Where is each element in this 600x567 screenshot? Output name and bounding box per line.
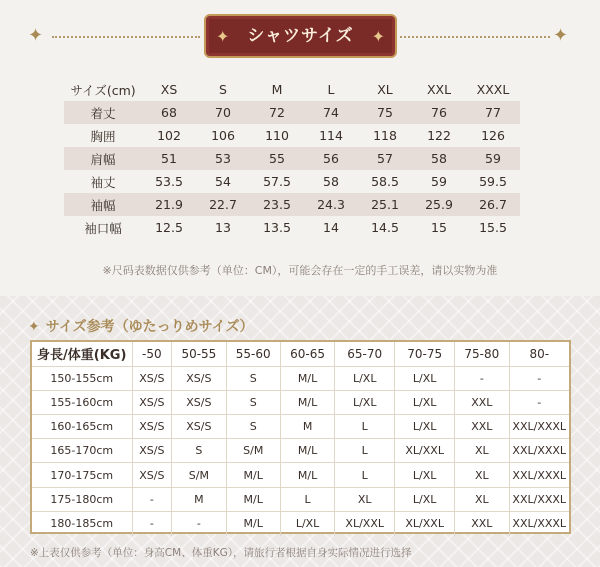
row-label: 着丈	[64, 101, 142, 124]
table-cell: 14	[323, 220, 339, 235]
table-cell: 59	[431, 174, 447, 189]
size-chart-header-cell: M	[271, 82, 283, 97]
table-cell: S	[226, 366, 280, 390]
size-chart-row	[64, 147, 520, 170]
size-chart-header-cell: XL	[377, 82, 393, 97]
size-chart-header-cell: L	[327, 82, 335, 97]
fit-guide-row	[32, 487, 569, 511]
size-chart-table	[64, 78, 520, 239]
table-cell: 12.5	[155, 220, 183, 235]
table-cell: L/XL	[335, 390, 395, 414]
table-cell: XXL/XXXL	[509, 415, 569, 439]
badge-sparkle-icon-right: ✦	[371, 27, 385, 46]
table-cell: 77	[466, 101, 520, 124]
row-label: 180-185cm	[32, 511, 132, 535]
table-cell: 25.9	[412, 193, 466, 216]
table-cell: 59.5	[479, 174, 507, 189]
sparkle-icon-left: ✦	[28, 25, 44, 46]
table-cell: 25.1	[358, 193, 412, 216]
fit-guide-header-cell: 55-60	[226, 342, 280, 366]
table-cell: M	[280, 415, 334, 439]
table-cell: S/M	[172, 463, 226, 487]
fit-guide-header-cell: 70-75	[395, 342, 455, 366]
table-cell: XL/XXL	[395, 439, 455, 463]
table-cell: M	[172, 487, 226, 511]
table-cell: 58.5	[371, 174, 399, 189]
table-cell: 54	[215, 174, 231, 189]
table-cell: 53.5	[155, 174, 183, 189]
table-cell: XS/S	[132, 463, 172, 487]
size-chart-row	[64, 193, 520, 216]
table-cell: XS/S	[132, 366, 172, 390]
size-chart-header-cell: XXXL	[476, 82, 510, 97]
table-cell: M/L	[280, 366, 334, 390]
fit-guide-frame	[30, 340, 571, 534]
table-cell: -	[509, 390, 569, 414]
table-cell: M/L	[226, 487, 280, 511]
table-cell: -	[132, 511, 172, 535]
table-cell: 15.5	[479, 220, 507, 235]
table-cell: XXL/XXXL	[512, 517, 567, 531]
table-cell: L	[335, 439, 395, 463]
table-cell: 55	[250, 147, 304, 170]
table-cell: 13	[215, 220, 231, 235]
table-cell: XXL/XXXL	[509, 439, 569, 463]
table-cell: -	[455, 366, 509, 390]
fit-guide-row	[32, 439, 569, 463]
row-label: 170-175cm	[32, 463, 132, 487]
table-cell: L	[335, 415, 395, 439]
size-chart-row	[64, 170, 520, 193]
table-cell: M/L	[226, 511, 280, 535]
table-cell: 118	[373, 128, 397, 143]
fit-guide-header-cell: 身長/体重(KG)	[32, 342, 132, 366]
fit-guide-row	[32, 366, 569, 390]
table-cell: XS/S	[132, 439, 172, 463]
fit-guide-title	[28, 316, 254, 336]
fit-guide-title-text: サイズ参考（ゆたっりめサイズ）	[45, 319, 254, 335]
table-cell: 58	[412, 147, 466, 170]
size-chart-row	[64, 124, 520, 147]
sparkle-icon: ✦	[28, 319, 40, 335]
table-cell: 21.9	[142, 193, 196, 216]
table-cell: XXL/XXXL	[509, 487, 569, 511]
fit-guide-row	[32, 415, 569, 439]
title-badge	[204, 14, 397, 58]
table-cell: 106	[211, 128, 235, 143]
size-chart-note: ※尺码表数据仅供参考（单位：CM），可能会存在一定的手工误差，请以实物为准	[102, 264, 498, 277]
table-cell: XXL	[455, 415, 509, 439]
table-cell: L/XL	[395, 390, 455, 414]
fit-guide-table	[32, 342, 569, 536]
size-chart-header-cell: XXL	[426, 82, 452, 97]
fit-guide-header-cell: 65-70	[335, 342, 395, 366]
sparkle-icon-right: ✦	[553, 25, 569, 46]
table-cell: 110	[265, 128, 289, 143]
table-cell: M/L	[280, 390, 334, 414]
table-cell: S	[172, 439, 226, 463]
table-cell: L/XL	[280, 511, 334, 535]
table-cell: 102	[157, 128, 181, 143]
table-cell: 58	[323, 174, 339, 189]
fit-guide-header-cell: 75-80	[455, 342, 509, 366]
table-cell: XL/XXL	[335, 511, 395, 535]
fit-guide-section	[0, 296, 600, 567]
table-cell: XXL	[455, 511, 509, 535]
row-label: 165-170cm	[32, 439, 132, 463]
title-row	[0, 14, 600, 58]
table-cell: XL/XXL	[395, 511, 455, 535]
table-cell: 56	[304, 147, 358, 170]
table-cell: XS/S	[132, 415, 172, 439]
table-cell: 51	[142, 147, 196, 170]
table-cell: 57.5	[263, 174, 291, 189]
table-cell: 72	[250, 101, 304, 124]
fit-guide-header-cell: 50-55	[172, 342, 226, 366]
fit-guide-header-cell: 80-	[509, 342, 569, 366]
table-cell: L/XL	[395, 366, 455, 390]
table-cell: 75	[358, 101, 412, 124]
table-cell: XS/S	[132, 390, 172, 414]
fit-guide-header-cell: 60-65	[280, 342, 334, 366]
table-cell: M/L	[280, 439, 334, 463]
fit-guide-row	[32, 390, 569, 414]
table-cell: XXL/XXXL	[509, 463, 569, 487]
table-cell: 14.5	[371, 220, 399, 235]
table-cell: 122	[427, 128, 451, 143]
table-cell: L/XL	[395, 463, 455, 487]
table-cell: S/M	[226, 439, 280, 463]
row-label: 175-180cm	[32, 487, 132, 511]
size-chart-header-cell: S	[219, 82, 227, 97]
table-cell: 23.5	[250, 193, 304, 216]
table-cell: L/XL	[335, 366, 395, 390]
table-cell: XL	[335, 487, 395, 511]
table-cell: L	[280, 487, 334, 511]
row-label: 150-155cm	[32, 366, 132, 390]
fit-guide-header-cell: -50	[132, 342, 172, 366]
table-cell: 126	[481, 128, 505, 143]
row-label: 160-165cm	[32, 415, 132, 439]
size-chart-row	[64, 216, 520, 239]
table-cell: L/XL	[395, 415, 455, 439]
row-label: 胸囲	[90, 128, 116, 144]
table-cell: XL	[455, 463, 509, 487]
badge-sparkle-icon-left: ✦	[216, 27, 230, 46]
table-cell: 53	[196, 147, 250, 170]
table-cell: 15	[431, 220, 447, 235]
table-cell: 57	[358, 147, 412, 170]
table-cell: S	[226, 415, 280, 439]
table-cell: -	[172, 511, 226, 535]
table-cell: XL	[455, 487, 509, 511]
size-chart-header-row	[64, 78, 520, 101]
title-divider-left	[52, 36, 200, 38]
table-cell: L	[335, 463, 395, 487]
table-cell: -	[132, 487, 172, 511]
table-cell: S	[226, 390, 280, 414]
table-cell: 76	[412, 101, 466, 124]
table-cell: XS/S	[172, 415, 226, 439]
table-cell: 13.5	[263, 220, 291, 235]
size-chart-row	[64, 101, 520, 124]
table-cell: XS/S	[172, 390, 226, 414]
fit-guide-row	[32, 511, 569, 535]
fit-guide-header-row	[32, 342, 569, 366]
title-divider-right	[400, 36, 550, 38]
table-cell: M/L	[226, 463, 280, 487]
table-cell: M/L	[280, 463, 334, 487]
row-label: 袖幅	[64, 193, 142, 216]
row-label: 肩幅	[64, 147, 142, 170]
fit-guide-note: ※上表仅供参考（单位：身高CM、体重KG），请旅行者根据自身实际情况进行选择	[30, 547, 412, 559]
table-cell: 114	[319, 128, 343, 143]
size-chart-header-cell: サイズ(cm)	[70, 82, 136, 98]
table-cell: 24.3	[304, 193, 358, 216]
table-cell: 22.7	[196, 193, 250, 216]
table-cell: XS/S	[172, 366, 226, 390]
table-cell: XL	[455, 439, 509, 463]
row-label: 袖丈	[90, 174, 116, 190]
row-label: 袖口幅	[84, 220, 122, 236]
table-cell: L/XL	[395, 487, 455, 511]
size-chart-header-cell: XS	[160, 82, 178, 97]
table-cell: 70	[196, 101, 250, 124]
fit-guide-row	[32, 463, 569, 487]
table-cell: 59	[466, 147, 520, 170]
table-cell: 68	[142, 101, 196, 124]
table-cell: 74	[304, 101, 358, 124]
table-cell: XXL	[455, 390, 509, 414]
row-label: 155-160cm	[32, 390, 132, 414]
table-cell: 26.7	[466, 193, 520, 216]
page-title: シャツサイズ	[247, 26, 354, 46]
table-cell: -	[509, 366, 569, 390]
